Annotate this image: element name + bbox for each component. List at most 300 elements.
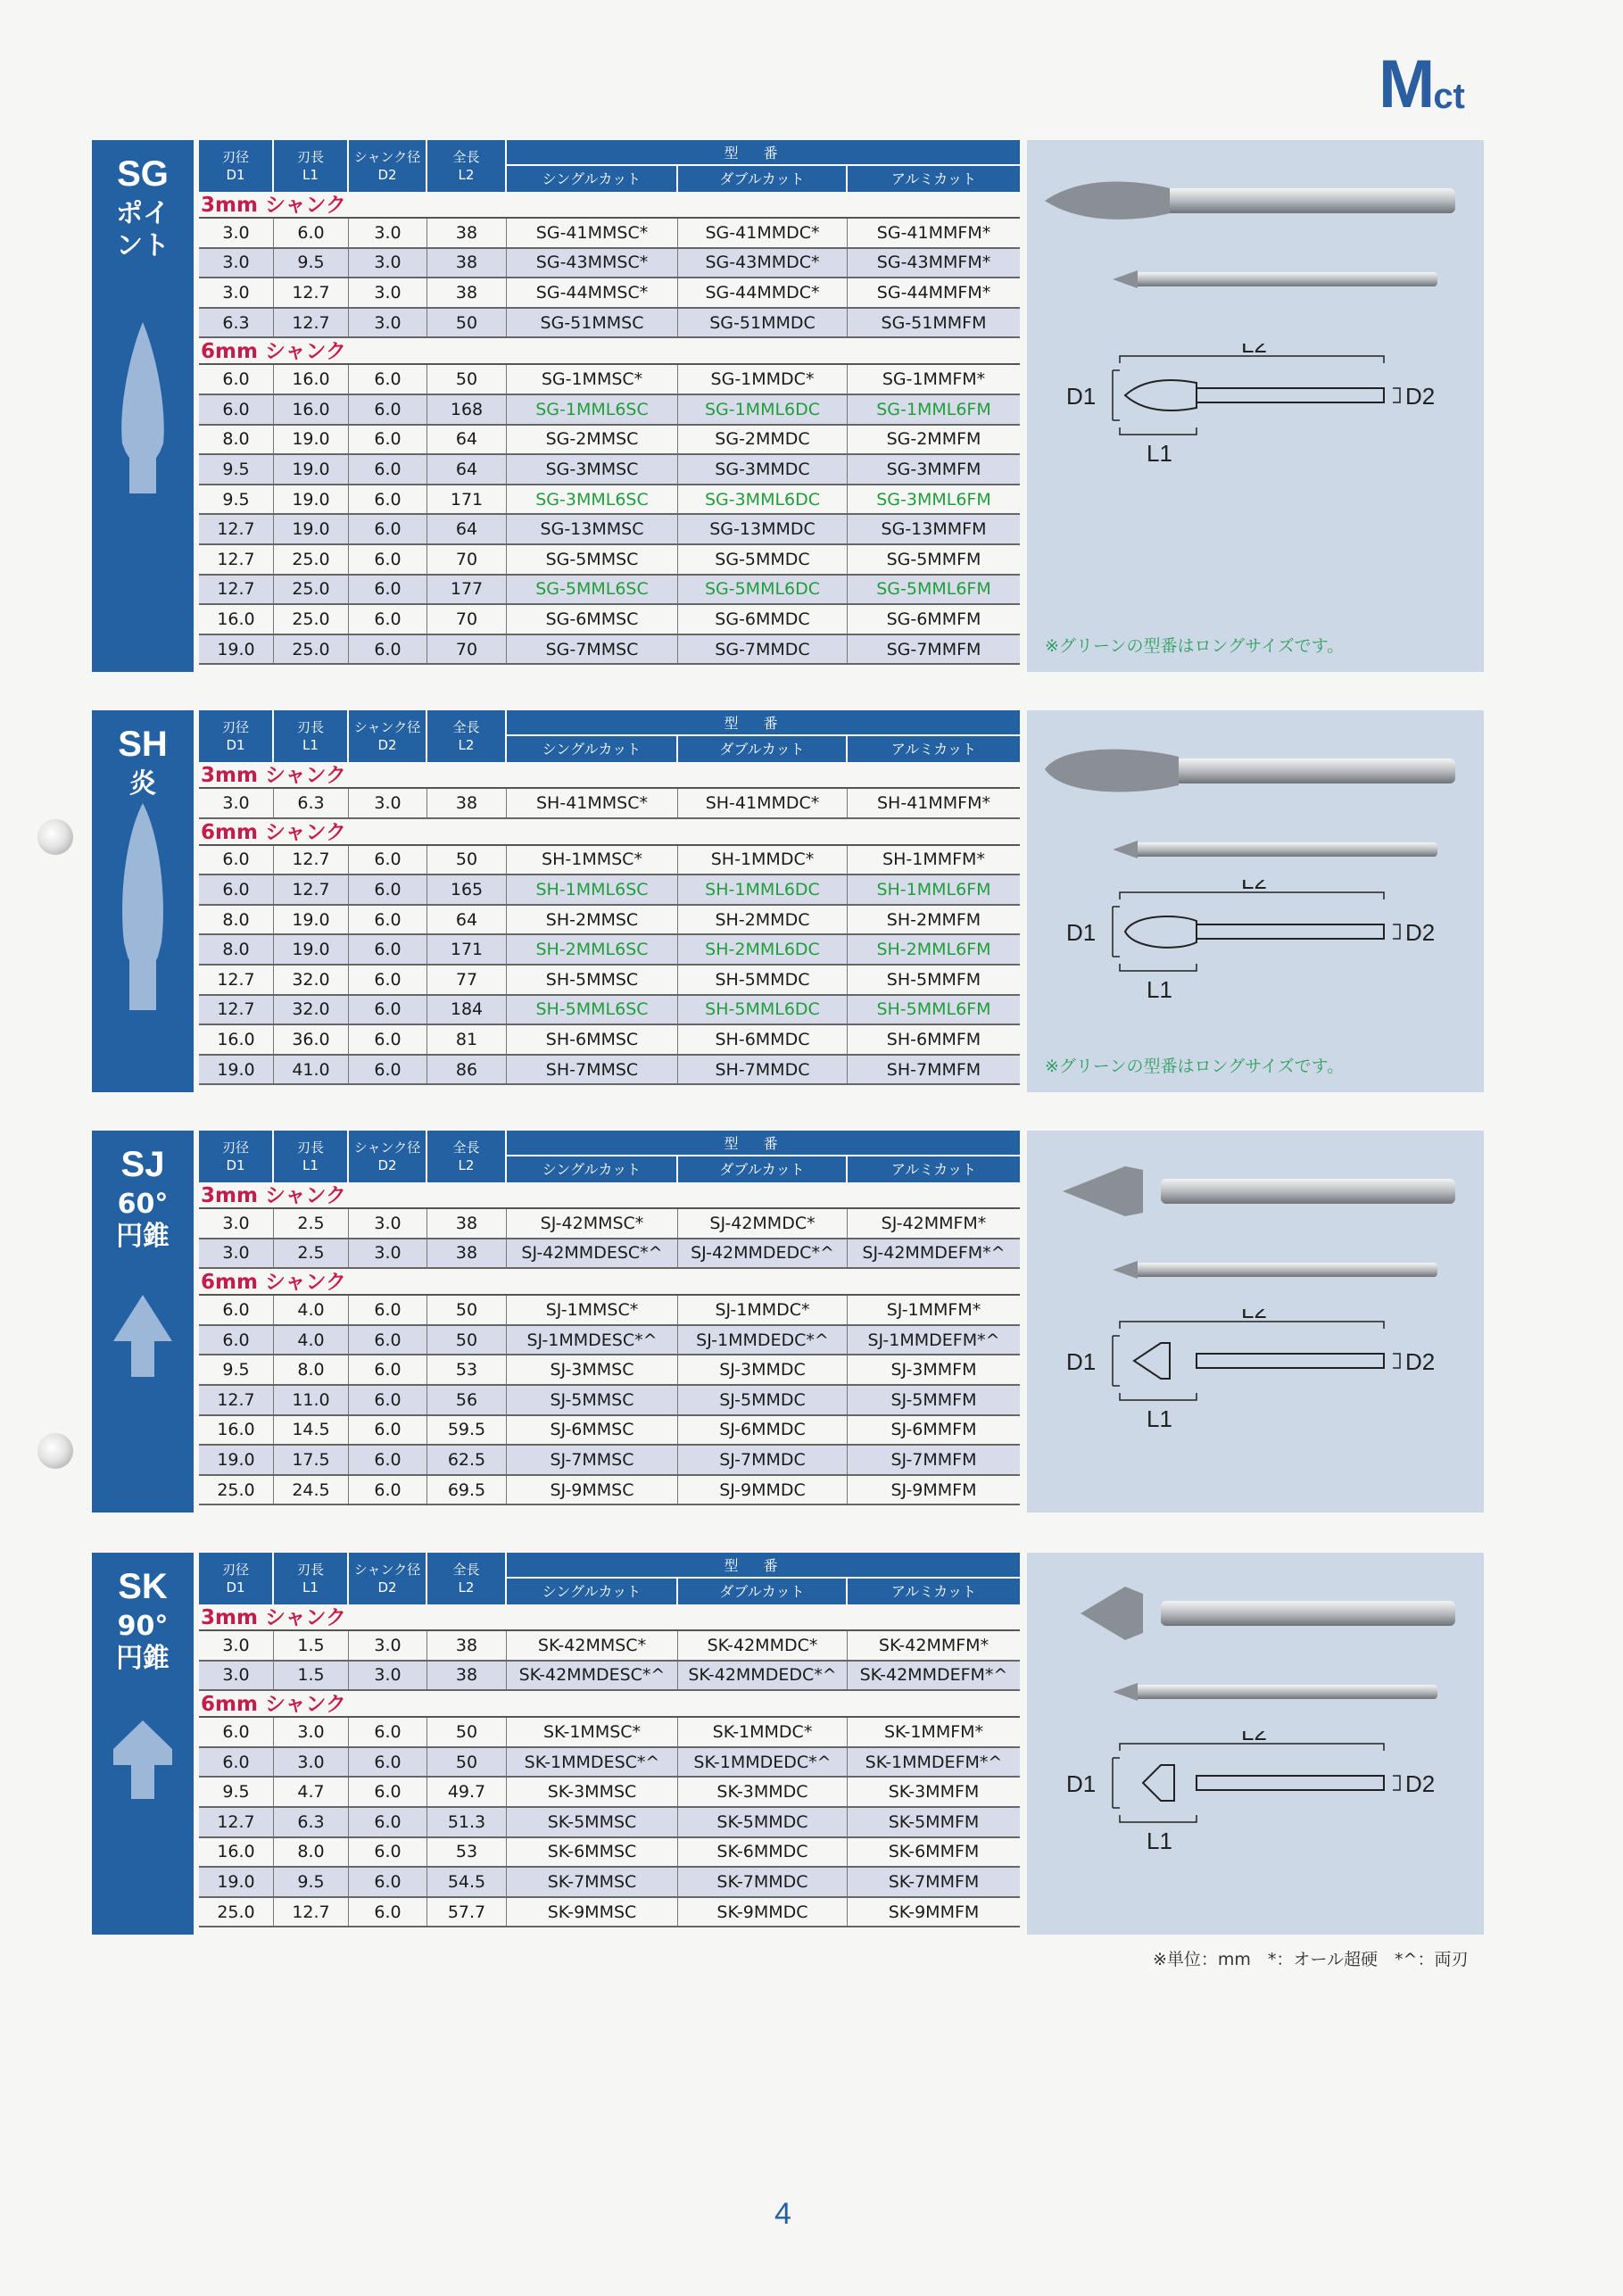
table-row	[199, 996, 1020, 1026]
table-row	[199, 249, 1020, 279]
sidebar-sg	[92, 140, 194, 672]
cell-s: SJ-42MMSC*	[507, 1209, 678, 1238]
cell-d: SK-1MMDEDC*^	[678, 1748, 848, 1777]
header-l2-jp: 全長	[452, 1562, 480, 1578]
shank-label: 3mm シャンク	[199, 1182, 1020, 1209]
diagram-label-l1: L1	[1147, 440, 1172, 467]
header-single: シングルカット	[507, 1156, 678, 1182]
series-name-2: ント	[116, 230, 170, 261]
cell-l2: 62.5	[427, 1446, 507, 1474]
cell-a: SH-2MML6FM	[876, 940, 991, 960]
cell-d1: 3.0	[199, 1209, 274, 1238]
cell-d: SH-1MMDC*	[678, 846, 848, 874]
table-row	[199, 1239, 1020, 1270]
cell-d: SJ-6MMDC	[678, 1416, 848, 1445]
cell-d1: 19.0	[199, 635, 274, 664]
cell-a: SG-2MMFM	[886, 429, 981, 450]
cell-d2: 6.0	[349, 1446, 427, 1474]
cell-l1: 12.7	[274, 278, 349, 307]
header-d1	[199, 1553, 274, 1604]
cell-l1: 12.7	[274, 309, 349, 337]
cell-s: SJ-6MMSC	[507, 1416, 678, 1445]
table-row	[199, 906, 1020, 936]
header-l2-jp: 全長	[452, 1140, 480, 1156]
cell-d1: 8.0	[199, 426, 274, 454]
cell-l2: 171	[427, 935, 507, 964]
cell-s: SG-1MML6SC	[507, 395, 678, 424]
cell-l1: 16.0	[274, 395, 349, 424]
header-single: シングルカット	[507, 736, 678, 762]
cell-a: SK-1MMFM*	[883, 1721, 984, 1742]
table-row	[199, 1056, 1020, 1086]
cell-d1: 12.7	[199, 966, 274, 994]
cell-d2: 6.0	[349, 935, 427, 964]
cell-s: SJ-5MMSC	[507, 1386, 678, 1414]
header-alumi: アルミカット	[890, 741, 977, 758]
table-row	[199, 395, 1020, 426]
cell-d2: 6.0	[349, 1778, 427, 1806]
header-part-number: 型番	[507, 710, 1020, 736]
cell-s: SG-2MMSC	[507, 426, 678, 454]
product-photo	[1027, 158, 1484, 331]
header-l1-code: L1	[302, 1579, 319, 1596]
cell-d1: 3.0	[199, 278, 274, 307]
cell-d1: 25.0	[199, 1898, 274, 1927]
header-d1-jp: 刃径	[221, 1140, 249, 1156]
cell-l2: 51.3	[427, 1808, 507, 1836]
cell-d: SH-41MMDC*	[678, 789, 848, 817]
cell-d: SK-42MMDC*	[678, 1631, 848, 1660]
cell-d1: 12.7	[199, 996, 274, 1024]
header-part-number: 型番	[507, 1131, 1020, 1156]
cell-d2: 6.0	[349, 455, 427, 484]
product-photo	[1027, 728, 1484, 901]
cell-l2: 64	[427, 515, 507, 543]
long-size-note: ※グリーンの型番はロングサイズです。	[1045, 1057, 1345, 1076]
cell-l2: 64	[427, 906, 507, 934]
tool-shape-icon	[92, 800, 194, 1017]
cell-l1: 12.7	[274, 875, 349, 904]
cell-l2: 50	[427, 365, 507, 394]
cell-d: SJ-7MMDC	[678, 1446, 848, 1474]
cell-d1: 8.0	[199, 935, 274, 964]
cell-l1: 25.0	[274, 605, 349, 634]
cell-l2: 77	[427, 966, 507, 994]
cell-a: SK-3MMFM	[888, 1782, 980, 1803]
cell-a: SH-7MMFM	[886, 1059, 981, 1080]
cell-a: SG-7MMFM	[886, 639, 981, 659]
cell-d2: 6.0	[349, 395, 427, 424]
cell-s: SG-1MMSC*	[507, 365, 678, 394]
cell-d1: 16.0	[199, 605, 274, 634]
cell-s: SH-1MMSC*	[507, 846, 678, 874]
cell-s: SH-5MMSC	[507, 966, 678, 994]
cell-s: SJ-1MMDESC*^	[507, 1326, 678, 1355]
shank-label: 6mm シャンク	[199, 819, 1020, 846]
header-l1-code: L1	[302, 1157, 319, 1173]
cell-d1: 3.0	[199, 1631, 274, 1660]
dimension-diagram	[1027, 880, 1484, 1026]
cell-s: SG-41MMSC*	[507, 219, 678, 247]
table-row	[199, 1446, 1020, 1476]
cell-s: SH-5MML6SC	[507, 996, 678, 1024]
cell-a: SG-1MML6FM	[876, 399, 991, 419]
table-row	[199, 1748, 1020, 1778]
cell-s: SH-1MML6SC	[507, 875, 678, 904]
product-picture-panel	[1027, 140, 1484, 672]
cell-s: SJ-9MMSC	[507, 1476, 678, 1504]
header-d2-code: D2	[377, 1157, 397, 1173]
cell-l1: 24.5	[274, 1476, 349, 1504]
cell-l1: 1.5	[274, 1662, 349, 1690]
cell-a: SG-5MMFM	[886, 549, 981, 569]
header-l1-code: L1	[302, 737, 319, 753]
cell-l2: 50	[427, 1718, 507, 1746]
series-name-2: 円錐	[116, 1643, 170, 1674]
table-row	[199, 935, 1020, 966]
cell-s: SK-1MMSC*	[507, 1718, 678, 1746]
header-single: シングルカット	[507, 166, 678, 192]
cell-d1: 9.5	[199, 485, 274, 514]
cell-l1: 4.7	[274, 1778, 349, 1806]
cell-l2: 70	[427, 545, 507, 574]
cell-d2: 6.0	[349, 1296, 427, 1324]
cell-d: SG-41MMDC*	[678, 219, 848, 247]
product-photo	[1027, 1148, 1484, 1322]
cell-s: SH-7MMSC	[507, 1056, 678, 1084]
unit-footnote: ※単位：mm *：オール超硬 *^：両刃	[1153, 1950, 1469, 1969]
header-d1	[199, 140, 274, 192]
header-double: ダブルカット	[678, 1579, 848, 1604]
cell-s: SG-51MMSC	[507, 309, 678, 337]
cell-d2: 6.0	[349, 426, 427, 454]
sidebar-sh	[92, 710, 194, 1092]
header-double: ダブルカット	[678, 166, 848, 192]
cell-l2: 38	[427, 1239, 507, 1268]
cell-l2: 38	[427, 1662, 507, 1690]
header-l1-jp: 刃長	[296, 1140, 324, 1156]
cell-s: SK-3MMSC	[507, 1778, 678, 1806]
cell-l1: 12.7	[274, 846, 349, 874]
dimension-diagram	[1027, 1731, 1484, 1877]
header-alumi: アルミカット	[890, 170, 977, 187]
cell-l1: 12.7	[274, 1898, 349, 1927]
cell-d: SH-2MMDC	[678, 906, 848, 934]
cell-a: SG-3MMFM	[886, 459, 981, 479]
cell-d1: 19.0	[199, 1446, 274, 1474]
cell-d2: 6.0	[349, 635, 427, 664]
header-l2-code: L2	[458, 1579, 475, 1596]
series-name-2: 円錐	[116, 1221, 170, 1252]
header-l2	[427, 140, 507, 192]
cell-l2: 70	[427, 635, 507, 664]
cell-d: SG-51MMDC	[678, 309, 848, 337]
table-row	[199, 455, 1020, 485]
header-l2	[427, 1553, 507, 1604]
cell-d: SK-7MMDC	[678, 1868, 848, 1896]
cell-l2: 38	[427, 249, 507, 278]
cell-d: SG-2MMDC	[678, 426, 848, 454]
cell-l2: 53	[427, 1355, 507, 1384]
cell-l1: 19.0	[274, 426, 349, 454]
header-l2-code: L2	[458, 1157, 475, 1173]
cell-s: SK-1MMDESC*^	[507, 1748, 678, 1777]
header-l1	[274, 1553, 349, 1604]
cell-d2: 3.0	[349, 249, 427, 278]
table-row	[199, 1808, 1020, 1838]
table-row	[199, 1838, 1020, 1869]
cell-d: SH-7MMDC	[678, 1056, 848, 1084]
series-code: SG	[117, 154, 169, 194]
cell-l1: 11.0	[274, 1386, 349, 1414]
cell-d: SG-3MML6DC	[678, 485, 848, 514]
cell-d: SJ-5MMDC	[678, 1386, 848, 1414]
tool-shape-icon	[92, 1291, 194, 1384]
cell-d: SH-5MML6DC	[678, 996, 848, 1024]
cell-a: SH-1MMFM*	[882, 850, 985, 870]
cell-d: SG-7MMDC	[678, 635, 848, 664]
table-row	[199, 789, 1020, 819]
cell-d1: 3.0	[199, 789, 274, 817]
header-l1-jp: 刃長	[296, 149, 324, 165]
table-row	[199, 365, 1020, 395]
cell-a: SG-13MMFM	[881, 519, 987, 540]
table-row	[199, 1868, 1020, 1898]
cell-l2: 59.5	[427, 1416, 507, 1445]
logo-suffix: ct	[1433, 77, 1465, 116]
cell-s: SK-9MMSC	[507, 1898, 678, 1927]
long-size-note: ※グリーンの型番はロングサイズです。	[1045, 636, 1345, 656]
header-d1-code: D1	[226, 1157, 245, 1173]
cell-d2: 6.0	[349, 365, 427, 394]
header-l2-jp: 全長	[452, 149, 480, 165]
cell-a: SK-6MMFM	[888, 1842, 980, 1862]
series-name-1: 90°	[117, 1611, 169, 1642]
cell-l1: 3.0	[274, 1748, 349, 1777]
table-row	[199, 426, 1020, 456]
cell-s: SG-44MMSC*	[507, 278, 678, 307]
cell-d2: 6.0	[349, 1355, 427, 1384]
diagram-label-l1: L1	[1147, 976, 1172, 1003]
cell-l1: 4.0	[274, 1326, 349, 1355]
table-header	[199, 1131, 1020, 1182]
table-header	[199, 710, 1020, 762]
tool-shape-icon	[92, 319, 194, 501]
cell-d: SK-9MMDC	[678, 1898, 848, 1927]
header-double: ダブルカット	[678, 1156, 848, 1182]
diagram-label-l2: L2	[1241, 1309, 1267, 1323]
cell-d: SH-1MML6DC	[678, 875, 848, 904]
diagram-label-d1: D1	[1066, 383, 1097, 410]
cell-d1: 25.0	[199, 1476, 274, 1504]
table-row	[199, 1631, 1020, 1662]
series-name-1: ポイ	[116, 198, 170, 229]
header-d2-code: D2	[377, 167, 397, 183]
cell-s: SJ-3MMSC	[507, 1355, 678, 1384]
cell-d1: 6.0	[199, 1748, 274, 1777]
cell-d1: 3.0	[199, 219, 274, 247]
table-row	[199, 605, 1020, 635]
shank-label: 3mm シャンク	[199, 762, 1020, 789]
table-row	[199, 635, 1020, 666]
cell-l2: 38	[427, 219, 507, 247]
diagram-label-l1: L1	[1147, 1828, 1172, 1854]
cell-d: SJ-9MMDC	[678, 1476, 848, 1504]
cell-d: SG-5MMDC	[678, 545, 848, 574]
cell-l1: 41.0	[274, 1056, 349, 1084]
cell-d1: 8.0	[199, 906, 274, 934]
cell-l1: 19.0	[274, 455, 349, 484]
header-l1	[274, 140, 349, 192]
cell-d2: 6.0	[349, 1025, 427, 1054]
header-l1	[274, 710, 349, 762]
header-part-number: 型番	[507, 1553, 1020, 1579]
diagram-label-d2: D2	[1405, 919, 1436, 946]
section-sk	[92, 1553, 1484, 1935]
table-row	[199, 1898, 1020, 1928]
section-sj	[92, 1131, 1484, 1513]
table-row	[199, 966, 1020, 996]
table-row	[199, 1416, 1020, 1446]
cell-d2: 3.0	[349, 309, 427, 337]
cell-d2: 6.0	[349, 996, 427, 1024]
diagram-label-l1: L1	[1147, 1405, 1172, 1432]
cell-l2: 184	[427, 996, 507, 1024]
cell-s: SJ-7MMSC	[507, 1446, 678, 1474]
cell-d1: 3.0	[199, 249, 274, 278]
cell-d2: 6.0	[349, 1386, 427, 1414]
table-row	[199, 1778, 1020, 1808]
diagram-label-d1: D1	[1066, 1770, 1097, 1797]
cell-d2: 6.0	[349, 1748, 427, 1777]
cell-l2: 171	[427, 485, 507, 514]
cell-l2: 64	[427, 426, 507, 454]
header-d2-jp: シャンク径	[353, 1562, 421, 1578]
product-picture-panel	[1027, 1553, 1484, 1935]
cell-a: SK-1MMDEFM*^	[865, 1752, 1003, 1772]
cell-l1: 6.3	[274, 1808, 349, 1836]
cell-l2: 50	[427, 309, 507, 337]
cell-d1: 19.0	[199, 1868, 274, 1896]
page-number: 4	[774, 2197, 791, 2231]
cell-d2: 6.0	[349, 545, 427, 574]
cell-d2: 6.0	[349, 1898, 427, 1927]
header-l2-jp: 全長	[452, 719, 480, 735]
cell-a: SJ-7MMFM	[890, 1449, 977, 1470]
cell-d: SK-42MMDEDC*^	[678, 1662, 848, 1690]
header-d2-jp: シャンク径	[353, 1140, 421, 1156]
cell-l2: 86	[427, 1056, 507, 1084]
cell-d: SJ-3MMDC	[678, 1355, 848, 1384]
cell-a: SH-2MMFM	[886, 909, 981, 930]
cell-l1: 1.5	[274, 1631, 349, 1660]
cell-d1: 6.0	[199, 365, 274, 394]
header-d2-code: D2	[377, 1579, 397, 1596]
cell-d2: 6.0	[349, 605, 427, 634]
cell-d: SG-1MML6DC	[678, 395, 848, 424]
cell-l2: 50	[427, 1326, 507, 1355]
cell-s: SH-2MMSC	[507, 906, 678, 934]
binder-hole-1	[37, 819, 73, 855]
cell-l1: 8.0	[274, 1838, 349, 1867]
diagram-label-d2: D2	[1405, 1348, 1436, 1375]
cell-d: SH-2MML6DC	[678, 935, 848, 964]
cell-l1: 9.5	[274, 1868, 349, 1896]
header-d1-jp: 刃径	[221, 1562, 249, 1578]
cell-d: SJ-1MMDC*	[678, 1296, 848, 1324]
cell-d1: 9.5	[199, 1778, 274, 1806]
cell-l1: 9.5	[274, 249, 349, 278]
header-d1-jp: 刃径	[221, 719, 249, 735]
table-row	[199, 875, 1020, 906]
cell-d: SG-3MMDC	[678, 455, 848, 484]
cell-s: SH-41MMSC*	[507, 789, 678, 817]
cell-d: SH-5MMDC	[678, 966, 848, 994]
cell-d2: 6.0	[349, 906, 427, 934]
tool-shape-icon	[92, 1713, 194, 1806]
cell-l1: 25.0	[274, 635, 349, 664]
header-d1-code: D1	[226, 1579, 245, 1596]
header-d1-code: D1	[226, 737, 245, 753]
cell-a: SG-6MMFM	[886, 609, 981, 629]
shank-label: 3mm シャンク	[199, 1604, 1020, 1631]
cell-a: SG-5MML6FM	[876, 579, 991, 600]
cell-l1: 16.0	[274, 365, 349, 394]
header-l1-jp: 刃長	[296, 719, 324, 735]
cell-d: SG-43MMDC*	[678, 249, 848, 278]
cell-d2: 6.0	[349, 1868, 427, 1896]
cell-a: SG-44MMFM*	[876, 282, 991, 303]
cell-d1: 9.5	[199, 455, 274, 484]
cell-l1: 14.5	[274, 1416, 349, 1445]
cell-a: SH-1MML6FM	[876, 879, 991, 899]
cell-s: SG-13MMSC	[507, 515, 678, 543]
table-row	[199, 545, 1020, 576]
cell-a: SJ-9MMFM	[890, 1480, 977, 1500]
table-row	[199, 1662, 1020, 1692]
cell-l2: 70	[427, 605, 507, 634]
cell-d1: 12.7	[199, 515, 274, 543]
cell-s: SG-6MMSC	[507, 605, 678, 634]
cell-d1: 6.0	[199, 846, 274, 874]
cell-l2: 54.5	[427, 1868, 507, 1896]
shank-label: 6mm シャンク	[199, 1691, 1020, 1718]
header-d2	[349, 140, 427, 192]
header-l2-code: L2	[458, 167, 475, 183]
cell-l1: 19.0	[274, 485, 349, 514]
cell-l2: 81	[427, 1025, 507, 1054]
cell-d: SH-6MMDC	[678, 1025, 848, 1054]
cell-l1: 6.0	[274, 219, 349, 247]
cell-a: SH-5MML6FM	[876, 999, 991, 1020]
cell-a: SH-6MMFM	[886, 1029, 981, 1049]
header-part-number: 型番	[507, 140, 1020, 166]
cell-l2: 38	[427, 789, 507, 817]
cell-d: SJ-42MMDEDC*^	[678, 1239, 848, 1268]
cell-s: SJ-1MMSC*	[507, 1296, 678, 1324]
section-sg	[92, 140, 1484, 672]
cell-a: SJ-3MMFM	[890, 1360, 977, 1380]
cell-a: SK-7MMFM	[888, 1871, 980, 1892]
table-row	[199, 1355, 1020, 1386]
cell-d2: 6.0	[349, 966, 427, 994]
series-name-1: 60°	[117, 1189, 169, 1220]
cell-a: SK-42MMDEFM*^	[859, 1665, 1008, 1686]
table-row	[199, 219, 1020, 249]
section-sh	[92, 710, 1484, 1092]
cell-a: SG-43MMFM*	[876, 253, 991, 273]
table-row	[199, 1386, 1020, 1416]
